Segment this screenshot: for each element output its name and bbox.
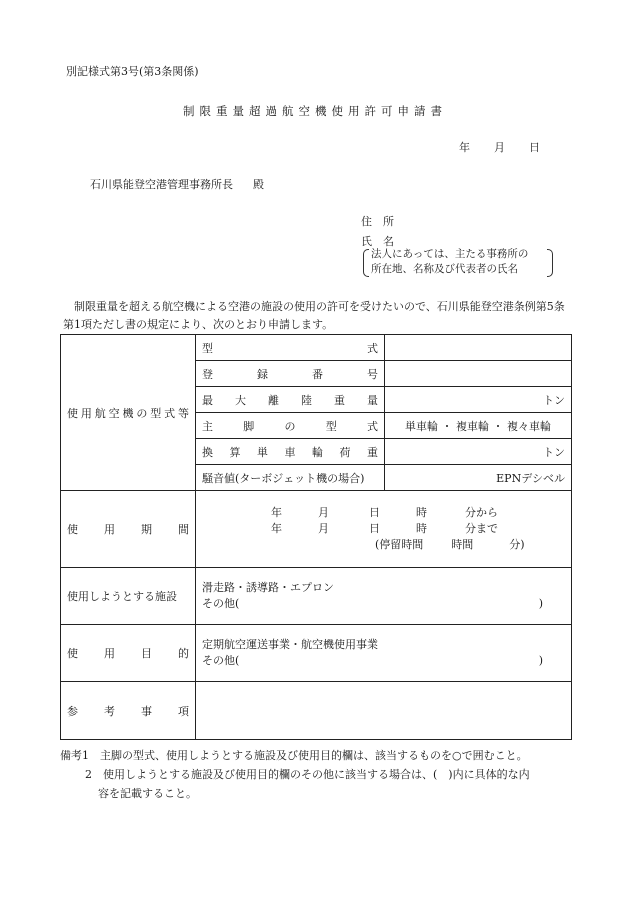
note-1: 備考1 主脚の型式、使用しようとする施設及び使用目的欄は、該当するものを○で囲むこと。: [60, 749, 528, 762]
facility-label: 使用しようとする施設: [61, 568, 196, 625]
row-label-noise: 騒音値(ターボジェット機の場合): [196, 465, 385, 491]
address-label: 住 所: [361, 215, 394, 228]
row-value-model[interactable]: [385, 335, 572, 361]
corporate-note-line2: 所在地、名称及び代表者の氏名: [371, 263, 518, 275]
stay-time: [271, 537, 565, 553]
addressee-honorific: 殿: [253, 178, 264, 191]
period-to-month: 月: [318, 522, 329, 535]
period-label: 使用期間: [61, 491, 196, 568]
row-value-max-takeoff-weight[interactable]: トン: [385, 387, 572, 413]
facility-other: [202, 596, 565, 612]
row-value-wheel-load[interactable]: トン: [385, 439, 572, 465]
addressee-name: 石川県能登空港管理事務所長: [90, 178, 233, 191]
period-from-year: 年: [271, 506, 282, 519]
row-label-max-takeoff-weight: 最大離陸重量: [196, 387, 385, 413]
stay-hours: 時間: [451, 538, 474, 551]
remarks-value[interactable]: [196, 682, 572, 740]
period-to-day: 日: [369, 522, 380, 535]
purpose-other-open: その他(: [202, 654, 240, 667]
purpose-other-close: ): [538, 654, 543, 667]
date-day: 日: [529, 141, 540, 154]
row-value-landing-gear[interactable]: 単車輪 ・ 複車輪 ・ 複々車輪: [385, 413, 572, 439]
row-label-wheel-load: 換算単車輪荷重: [196, 439, 385, 465]
addressee: [90, 176, 264, 192]
period-from: [271, 505, 565, 521]
purpose-other: [202, 653, 565, 669]
form-number: 別記様式第3号(第3条関係): [66, 65, 199, 78]
remarks-label: 参考事項: [61, 682, 196, 740]
date-month: 月: [494, 141, 505, 154]
purpose-value[interactable]: [196, 625, 572, 682]
row-label-model: 型式: [196, 335, 385, 361]
intro-paragraph: 制限重量を超える航空機による空港の施設の使用の許可を受けたいので、石川県能登空港条例第5条第1項ただし書の規定により、次のとおり申請します。: [63, 300, 565, 331]
facility-value[interactable]: [196, 568, 572, 625]
period-from-day: 日: [369, 506, 380, 519]
name-label: 氏 名: [361, 235, 394, 248]
table-row: [61, 335, 572, 361]
note-2-continued: 容を記載すること。: [98, 787, 197, 800]
application-table: [60, 334, 572, 740]
period-to: [271, 521, 565, 537]
purpose-row: [61, 625, 572, 682]
row-label-landing-gear: 主脚の型式: [196, 413, 385, 439]
aircraft-section-label: 使用航空機の型式等: [61, 335, 196, 491]
period-value[interactable]: [196, 491, 572, 568]
row-value-noise[interactable]: EPNデシベル: [385, 465, 572, 491]
document-title: 制限重量超過航空機使用許可申請書: [183, 104, 447, 118]
row-label-registration: 登録番号: [196, 361, 385, 387]
period-from-hour: 時: [416, 506, 427, 519]
purpose-options: 定期航空運送事業・航空機使用事業: [202, 638, 378, 651]
purpose-label: 使用目的: [61, 625, 196, 682]
remarks-row: [61, 682, 572, 740]
period-row: [61, 491, 572, 568]
corporate-note-line1: 法人にあっては、主たる事務所の: [371, 248, 529, 260]
period-from-month: 月: [318, 506, 329, 519]
facility-options: 滑走路・誘導路・エプロン: [202, 581, 334, 594]
date-year: 年: [459, 141, 470, 154]
facility-other-close: ): [538, 597, 543, 610]
notes: [60, 746, 530, 803]
stay-minutes: 分): [509, 538, 525, 551]
facility-row: [61, 568, 572, 625]
period-to-year: 年: [271, 522, 282, 535]
period-to-minute: 分まで: [465, 522, 498, 535]
facility-other-open: その他(: [202, 597, 240, 610]
stay-open: (停留時間: [375, 538, 424, 551]
note-2: 2 使用しようとする施設及び使用目的欄のその他に該当する場合は、( )内に具体的な内: [85, 768, 530, 781]
period-from-minute: 分から: [465, 506, 498, 519]
applicant-block: [361, 212, 394, 252]
row-value-registration[interactable]: [385, 361, 572, 387]
date-line: [459, 139, 540, 155]
period-to-hour: 時: [416, 522, 427, 535]
corporate-note: [363, 247, 553, 279]
